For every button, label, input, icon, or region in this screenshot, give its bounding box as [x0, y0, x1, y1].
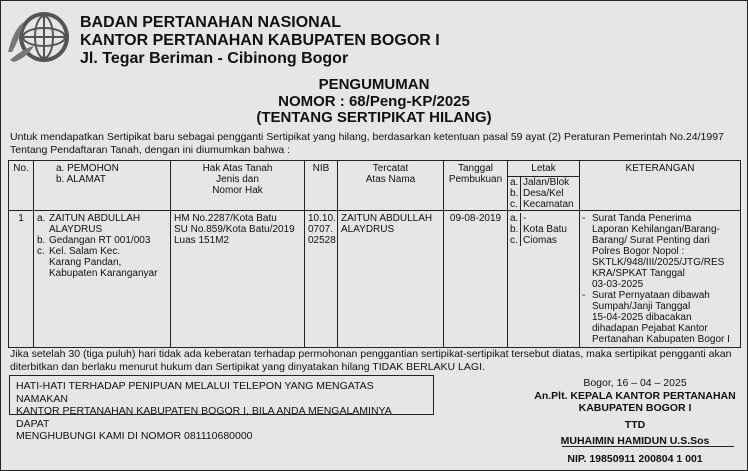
signatory-nip: NIP. 19850911 200804 1 001	[567, 453, 703, 465]
intro-line-1: Untuk mendapatkan Sertipikat baru sebagai pengganti Sertipikat yang hilang, berdasarkan ketentuan pasal 59 ayat (2) Peraturan Pemerintah No.24/1997	[10, 131, 724, 143]
certificate-table	[8, 160, 741, 348]
cell-nib: 10.10. 0707. 02528	[305, 211, 338, 348]
header-no: No.	[9, 161, 34, 211]
header-nib: NIB	[305, 161, 338, 211]
announcement-number: NOMOR : 68/Peng-KP/2025	[278, 93, 470, 110]
signature-role-1: An.Plt. KEPALA KANTOR PERTANAHAN	[534, 390, 736, 402]
warning-line-3: MENGHUBUNGI KAMI DI NOMOR 081110680000	[16, 430, 253, 442]
agency-header	[80, 14, 440, 68]
header-tercatat: Tercatat Atas Nama	[338, 161, 444, 211]
cell-tercatat: ZAITUN ABDULLAH ALAYDRUS	[338, 211, 444, 348]
fraud-warning-box	[9, 375, 434, 442]
footer-line-2: diterbitkan dan berlaku menurut hukum dan Sertipikat yang dinyatakan hilang TIDAK BERLAKU LAGI.	[10, 361, 485, 373]
header-keterangan: KETERANGAN	[580, 161, 741, 211]
cell-letak: a. - b. Kota Batu c. Ciomas	[508, 211, 580, 348]
header-hak: Hak Atas Tanah Jenis dan Nomor Hak	[171, 161, 305, 211]
intro-line-2: Tentang Pendaftaran Tanah, dengan ini diumumkan bahwa :	[10, 144, 291, 156]
intro-text	[10, 131, 740, 157]
cell-hak: HM No.2287/Kota Batu SU No.859/Kota Batu/2019 Luas 151M2	[171, 211, 305, 348]
announcement-subject: (TENTANG SERTIPIKAT HILANG)	[256, 109, 492, 126]
bpn-logo-icon	[4, 8, 74, 66]
cell-tanggal: 09-08-2019	[444, 211, 508, 348]
signature-place-date: Bogor, 16 – 04 – 2025	[583, 377, 687, 389]
cell-pemohon: a. ZAITUN ABDULLAH ALAYDRUS b. Gedangan RT 001/003 c. Kel. Salam Kec. Karang Pandan, Kabupaten Karanganyar	[34, 211, 171, 348]
footer-line-1: Jika setelah 30 (tiga puluh) hari tidak ada keberatan terhadap permohonan penggantian sertipikat-sertipikat tersebut diatas, maka sertipikat pengganti akan	[10, 348, 732, 360]
agency-name: BADAN PERTANAHAN NASIONAL	[80, 14, 342, 31]
office-name: KANTOR PERTANAHAN KABUPATEN BOGOR I	[80, 32, 440, 49]
cell-no: 1	[9, 211, 34, 348]
table-header-row	[9, 161, 741, 211]
signature-ttd: TTD	[624, 419, 646, 431]
signatory-name: MUHAIMIN HAMIDUN U.S.Sos	[560, 435, 710, 447]
warning-line-2: KANTOR PERTANAHAN KABUPATEN BOGOR I, BILA ANDA MENGALAMINYA DAPAT	[16, 405, 392, 430]
header-tanggal: Tanggal Pembukuan	[444, 161, 508, 211]
cell-keterangan: - Surat Tanda Penerima Laporan Kehilangan/Barang- Barang/ Surat Penting dari Polres Bogor Nopol : SKTLK/948/III/2025/JTG/RES KRA/SPKAT Tanggal 03-03-2025 - Surat Pernyataan dibawah Sumpah/Janji Tanggal 15-04-2025 dibacakan dihadapan Pejabat Kantor Pertanahan Kabupaten Bogor I	[580, 211, 741, 348]
header-letak: Letak a. Jalan/Blok b. Desa/Kel c. Kecamatan	[508, 161, 580, 211]
header-pemohon: a. PEMOHON b. ALAMAT	[34, 161, 171, 211]
office-address: Jl. Tegar Beriman - Cibinong Bogor	[80, 50, 349, 67]
warning-line-1: HATI-HATI TERHADAP PENIPUAN MELALUI TELEPON YANG MENGATAS NAMAKAN	[16, 380, 374, 405]
footer-notice	[10, 348, 740, 374]
signature-role-2: KABUPATEN BOGOR I	[578, 402, 692, 414]
table-row	[9, 211, 741, 348]
signature-divider	[562, 446, 734, 447]
announcement-title: PENGUMUMAN	[318, 76, 430, 93]
